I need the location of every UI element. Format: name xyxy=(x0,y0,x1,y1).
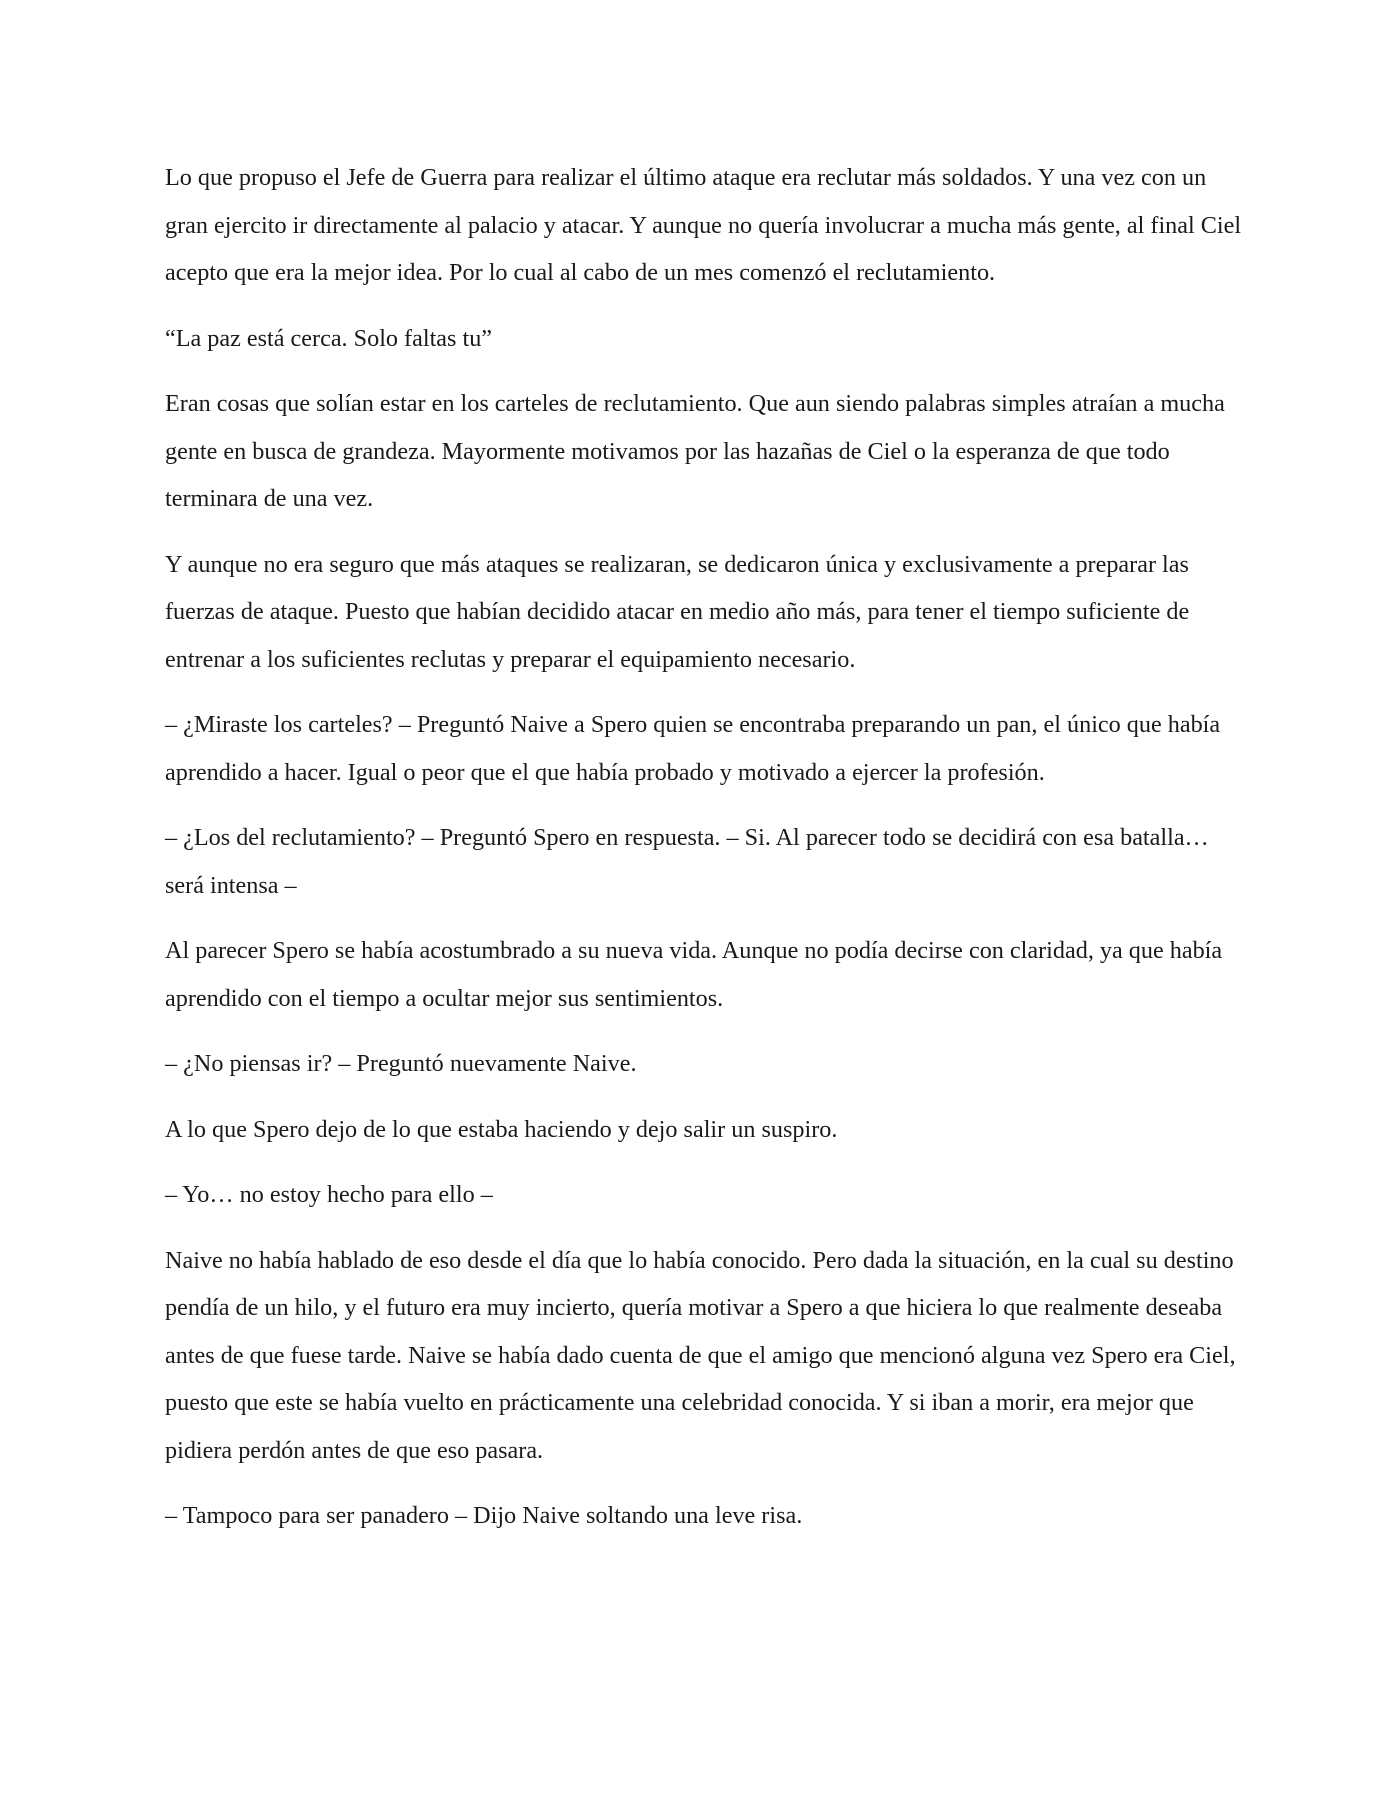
paragraph: – ¿Los del reclutamiento? – Preguntó Spero en respuesta. – Si. Al parecer todo se decidirá con esa batalla… será intensa – xyxy=(165,824,1209,899)
paragraph: – ¿Miraste los carteles? – Preguntó Naive a Spero quien se encontraba preparando un pan, el único que había aprendido a hacer. Igual o peor que el que había probado y motivado a ejercer la profesión. xyxy=(165,711,1221,786)
paragraph: “La paz está cerca. Solo faltas tu” xyxy=(165,324,493,352)
paragraph: Eran cosas que solían estar en los carteles de reclutamiento. Que aun siendo palabras simples atraían a mucha gente en busca de grandeza. Mayormente motivamos por las hazañas de Ciel o la esperanza de que todo terminara de una vez. xyxy=(165,390,1225,512)
paragraph: Al parecer Spero se había acostumbrado a su nueva vida. Aunque no podía decirse con claridad, ya que había aprendido con el tiempo a ocultar mejor sus sentimientos. xyxy=(165,937,1223,1012)
paragraph: – Yo… no estoy hecho para ello – xyxy=(165,1181,493,1208)
paragraph: – ¿No piensas ir? – Preguntó nuevamente Naive. xyxy=(165,1050,637,1077)
paragraph: – Tampoco para ser panadero – Dijo Naive soltando una leve risa. xyxy=(165,1502,803,1529)
paragraph: Lo que propuso el Jefe de Guerra para realizar el último ataque era reclutar más soldados. Y una vez con un gran ejercito ir directamente al palacio y atacar. Y aunque no quería involucrar a mucha más gente, al final Ciel acepto que era la mejor idea. Por lo cual al cabo de un mes comenzó el reclutamiento. xyxy=(165,164,1242,286)
document-body xyxy=(165,154,1245,1558)
paragraph: A lo que Spero dejo de lo que estaba haciendo y dejo salir un suspiro. xyxy=(165,1115,838,1143)
paragraph: Y aunque no era seguro que más ataques se realizaran, se dedicaron única y exclusivamente a preparar las fuerzas de ataque. Puesto que habían decidido atacar en medio año más, para tener el tiempo suficiente de entrenar a los suficientes reclutas y preparar el equipamiento necesario. xyxy=(165,550,1190,673)
paragraph: Naive no había hablado de eso desde el día que lo había conocido. Pero dada la situación, en la cual su destino pendía de un hilo, y el futuro era muy incierto, quería motivar a Spero a que hiciera lo que realmente deseaba antes de que fuese tarde. Naive se había dado cuenta de que el amigo que mencionó alguna vez Spero era Ciel, puesto que este se había vuelto en prácticamente una celebridad conocida. Y si iban a morir, era mejor que pidiera perdón antes de que eso pasara. xyxy=(165,1246,1236,1464)
